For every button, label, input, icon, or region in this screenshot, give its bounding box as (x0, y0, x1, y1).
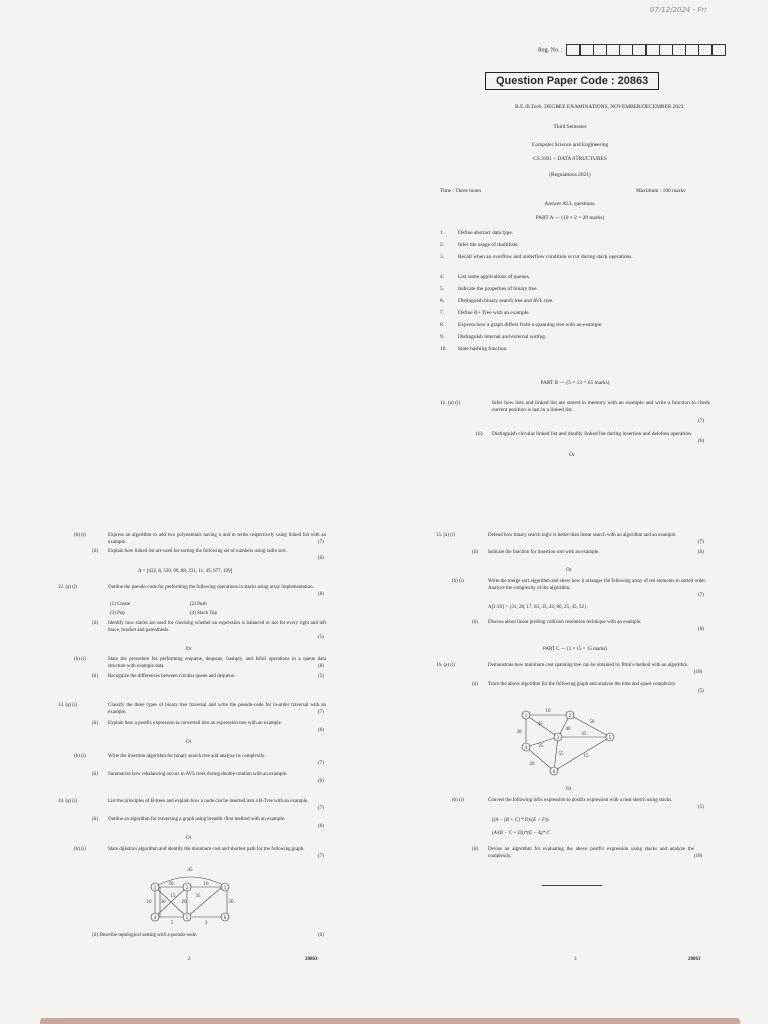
q12a-ii-label: (ii) (92, 621, 99, 626)
q15b-label: (b) (i) (452, 579, 464, 584)
q15a-ii-marks: (6) (698, 550, 704, 555)
q14b-ii: (ii) Describe topological sorting with a pseudo-code. (92, 933, 198, 938)
q16a-ii-marks: (5) (698, 689, 704, 694)
regulations: (Regulations 2021) (549, 172, 591, 178)
q16b-i: Convert the following infix expression to postfix expression with a neat sketch using stacks. (488, 798, 673, 803)
svg-text:3: 3 (556, 736, 560, 741)
q15a-i-marks: (7) (698, 540, 704, 545)
course: CS 3301 – DATA STRUCTURES (533, 156, 607, 162)
svg-text:2: 2 (185, 886, 189, 891)
svg-text:50: 50 (168, 882, 174, 887)
svg-text:15: 15 (170, 894, 176, 899)
q11a-i: Infer how lists and linked list are stored in memory with an example and write a function to check current position is last in a linked list. (492, 400, 710, 413)
svg-text:30: 30 (228, 900, 234, 905)
q16b-ii-label: (ii) (472, 847, 479, 852)
page-number: 2 (188, 957, 191, 962)
exam-title: B.E./B.Tech. DEGREE EXAMINATIONS, NOVEMBER/DECEMBER 2023. (515, 104, 685, 110)
q14b-i-marks: (7) (318, 854, 324, 859)
q16a-label: 16. (a) (i) (436, 663, 456, 668)
svg-text:5: 5 (185, 916, 189, 921)
q12b-label: (b) (i) (74, 657, 86, 662)
q16a-i-marks: (10) (694, 670, 703, 675)
svg-text:45: 45 (187, 868, 193, 873)
reg-no (538, 44, 726, 56)
q12a-i-marks: (8) (318, 592, 324, 597)
part-c-title: PART C — (1 × 15 = 15 marks) (543, 647, 607, 652)
op-pop: (3) Pop (110, 611, 125, 616)
svg-text:20: 20 (181, 900, 187, 905)
list-item: 5. Indicate the properties of binary tree. (440, 286, 538, 292)
svg-text:1: 1 (524, 714, 528, 719)
svg-text:20: 20 (529, 762, 535, 767)
handwritten-date: 07/12/2024 - Fri (650, 6, 707, 14)
q13a-label: 13. (a) (i) (58, 703, 78, 708)
q11b-array: A = [432, 8, 530, 90, 88, 231, 11, 45, 677, 199] (138, 569, 233, 574)
svg-text:55: 55 (558, 752, 564, 757)
or-label: Or (186, 740, 192, 745)
list-item: 8. Express how a graph differs from a spanning tree with an example. (440, 322, 603, 328)
q15b-i: Write the merge sort algorithm and show how it arranges the following array of ten elements in sorted order. Analyze the complexity of the algorithm. (488, 579, 706, 591)
time: Time : Three hours (440, 188, 482, 194)
list-item: 2. Infer the usage of multilists. (440, 242, 519, 248)
q11a-ii: Distinguish circular linked list and doubly linked list during insertion and deletion operation. (492, 431, 693, 437)
q13b-i: Write the insertion algorithm for binary search tree and analyze its complexity. (108, 754, 266, 759)
q14b-label: (b) (i) (74, 847, 86, 852)
svg-text:6: 6 (223, 916, 227, 921)
q11b-label: (b) (i) (74, 533, 86, 538)
q11b-i: Express an algorithm to add two polynomials having n and m terms respectively using linked list with an example. (108, 533, 326, 545)
q15a-label: 15. (a) (i) (436, 533, 456, 538)
svg-text:30: 30 (516, 730, 522, 735)
prim-graph (512, 703, 622, 781)
svg-text:35: 35 (581, 732, 587, 737)
q15b-ii: Discuss about linear probing collision resolution technique with an example. (488, 620, 642, 625)
svg-text:15: 15 (583, 754, 589, 759)
page-number: 3 (574, 957, 577, 962)
footer-code: 20863 (305, 957, 318, 962)
svg-text:40: 40 (565, 727, 571, 732)
or-label: Or (186, 647, 192, 652)
list-item: 4. List some applications of queues. (440, 274, 531, 280)
svg-text:2: 2 (568, 714, 572, 719)
part-a-title: PART A — (10 × 2 = 20 marks) (535, 215, 605, 221)
op-stack-top: (4) Stack Top (190, 611, 218, 616)
reg-no-label: Reg. No. : (538, 47, 563, 54)
q16b-label: (b) (i) (452, 798, 464, 803)
q12b-i-marks: (8) (318, 664, 324, 669)
q13b-label: (b) (i) (74, 754, 86, 759)
svg-text:10: 10 (146, 900, 152, 905)
svg-text:10: 10 (545, 709, 551, 714)
svg-text:4: 4 (153, 916, 157, 921)
dijkstra-graph (140, 865, 240, 930)
end-rule (542, 885, 602, 886)
q14b-ii-marks: (6) (318, 933, 324, 938)
q14b-i: State dijkstra's algorithm and identify the minimum cost and shortest path for the following graph. (108, 847, 305, 852)
list-item: 6. Distinguish binary search tree and AVL tree. (440, 298, 554, 304)
svg-text:25: 25 (538, 744, 544, 749)
svg-text:5: 5 (608, 736, 612, 741)
svg-text:4: 4 (524, 746, 528, 751)
max-marks: Maximum : 100 marks (636, 188, 686, 194)
q13b-ii-label: (ii) (92, 772, 99, 777)
list-item: 9. Distinguish internal and external sorting. (440, 334, 547, 340)
semester: Third Semester (553, 124, 587, 130)
svg-text:45: 45 (537, 722, 543, 727)
q16b-ii: Devise an algorithm for evaluating the above postfix expression using stacks and analyze the complexity. (488, 847, 694, 859)
q11b-i-marks: (7) (318, 540, 324, 545)
part-a-list (440, 230, 710, 358)
q13a-ii: Explain how a postfix expression is converted into an expression tree with an example. (108, 721, 283, 726)
q12b-i: State the procedure for performing enqueue, dequeue, Isempty, and Isfull operations in a queue data structure with example data. (108, 657, 326, 669)
svg-text:35: 35 (195, 894, 201, 899)
svg-text:30: 30 (160, 900, 166, 905)
part-b-title: PART B — (5 × 13 = 65 marks) (540, 380, 610, 386)
q13b-ii-marks: (6) (318, 779, 324, 784)
q15a-i: Defend how binary search logic is better than linear search with an algorithm and an example. (488, 533, 677, 538)
q15b-ii-label: (ii) (472, 620, 479, 625)
q14a-i-marks: (7) (318, 806, 324, 811)
svg-text:3: 3 (204, 921, 208, 926)
q14a-ii-label: (ii) (92, 817, 99, 822)
q16a-ii: Trace the above algorithm for the following graph and analyze the time and space complexity. (488, 682, 677, 687)
q15a-ii-label: (ii) (472, 550, 479, 555)
q12a-label: 12. (a) (i) (58, 585, 78, 590)
svg-text:3: 3 (223, 886, 227, 891)
q12b-ii-label: (ii) (92, 674, 99, 679)
or-label: Or (566, 568, 572, 573)
svg-text:1: 1 (153, 886, 157, 891)
department: Computer Science and Engineering (531, 142, 609, 148)
svg-text:10: 10 (203, 882, 209, 887)
q16a-ii-label: (ii) (472, 682, 479, 687)
svg-text:5: 5 (170, 921, 174, 926)
q12b-ii-marks: (5) (318, 674, 324, 679)
q11b-ii-marks: (6) (318, 556, 324, 561)
or-label: Or (569, 452, 575, 458)
q15b-array: A[1:10] = {31, 28, 17, 65, 35, 42, 86, 25, 45, 52}. (488, 605, 588, 610)
q13b-i-marks: (7) (318, 761, 324, 766)
q14a-label: 14. (a) (i) (58, 799, 78, 804)
q16b-ii-marks: (10) (694, 854, 703, 859)
q14a-ii: Outline an algorithm for traversing a graph using breadth -first method with an example. (108, 817, 286, 822)
q11a-ii-marks: (6) (698, 438, 705, 444)
q11a-i-marks: (7) (698, 418, 705, 424)
bottom-border (40, 1018, 740, 1024)
q13a-ii-marks: (6) (318, 728, 324, 733)
reg-no-boxes (567, 44, 725, 56)
paper-code: Question Paper Code : 20863 (485, 72, 659, 90)
op-create: (1) Create (110, 602, 131, 607)
svg-text:6: 6 (552, 770, 556, 775)
q13a-i: Classify the three types of binary tree traversal and write the pseudo-code for in-order traversal with an example. (108, 703, 326, 715)
op-push: (2) Push (190, 602, 207, 607)
q14a-i: List the principles of B-trees and explain how a node can be inserted into a B-Tree with an example. (108, 799, 309, 804)
q13a-ii-label: (ii) (92, 721, 99, 726)
page-2 (0, 525, 384, 975)
q11a-label: 11. (a) (i) (440, 400, 461, 406)
infix-expression-1: ((A − (B + C) * D)/(E + F)). (492, 818, 550, 823)
instruction: Answer ALL questions. (544, 201, 596, 207)
footer-code: 20863 (688, 957, 701, 962)
q14a-ii-marks: (6) (318, 824, 324, 829)
q15b-i-marks: (7) (698, 593, 704, 598)
list-item: 7. Define B+ Tree with an example. (440, 310, 530, 316)
q13a-i-marks: (7) (318, 710, 324, 715)
q15b-ii-marks: (6) (698, 627, 704, 632)
list-item: 10. State hashing function. (440, 346, 508, 352)
list-item: 3. Recall when an overflow and underflow condition occur during stack operations. (440, 254, 633, 260)
q16a-i: Demonstrate how minimum cost spanning tree can be obtained by Prim's method with an algorithm. (488, 663, 689, 668)
q12a-ii-marks: (5) (318, 635, 324, 640)
or-label: Or (566, 787, 572, 792)
q16b-i-marks: (5) (698, 805, 704, 810)
list-item: 1. Define abstract data type. (440, 230, 514, 236)
svg-text:50: 50 (589, 720, 595, 725)
infix-expression-2: (A/(B − C + D))*(E − A)* C (492, 831, 550, 836)
q12b-ii: Recognize the differences between circular queue and dequeue. (108, 674, 236, 679)
q12a-i: Outline the pseudo-code for performing the following operations in stacks using array implementation. (108, 585, 314, 590)
q11b-ii: Explain how linked list are used for sorting the following set of numbers using radix sort. (108, 549, 287, 554)
q12a-ii: Identify how stacks are used for checking whether an expression is balanced or not for every right and left brace, bracket and parenthesis. (108, 621, 326, 633)
q15a-ii: Indicate the function for insertion sort with an example. (488, 550, 600, 555)
page-3 (384, 525, 768, 975)
or-label: Or (186, 836, 192, 841)
q11a-ii-label: (ii) (476, 431, 483, 437)
q11b-ii-label: (ii) (92, 549, 99, 554)
q13b-ii: Summarize how rebalancing occurs in AVL trees during double rotation with an example. (108, 772, 288, 777)
